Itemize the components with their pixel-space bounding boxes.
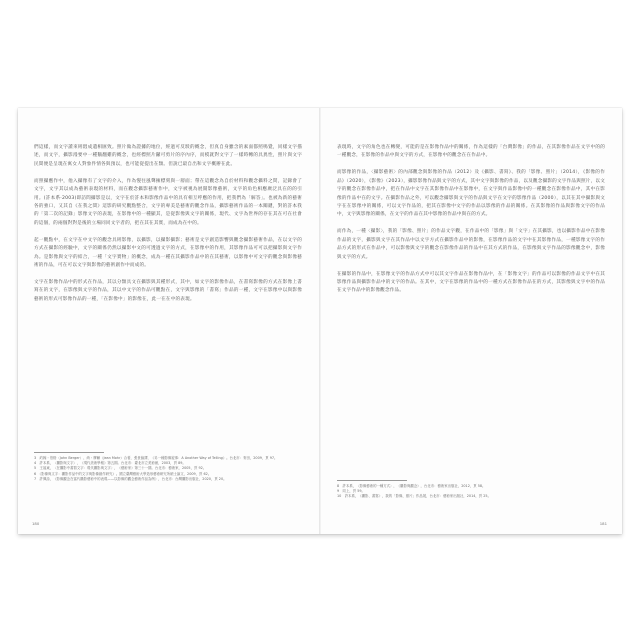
left-page — [18, 108, 318, 534]
footnote: 10 許本系，《攝影、書寫》，我的「影像、照片」作品展，台北市：藝術家出版社，2014，頁 25。 — [337, 494, 491, 499]
right-page — [321, 108, 621, 534]
right-page-body — [337, 144, 605, 304]
footnote: 3 約翰・伯格（John Berger）、尚・摩爾（Jean Mohr）合著，張世倫譯，《另一種影像敘事：A Another Way of Telling》。台北市：麥田，2009，頁 97。 — [34, 456, 278, 460]
footnote: 6 《影像與文字：攝影作品中的文字與影像創作研究》。國立臺灣藝術大學造形藝術研究所碩士論文，2009，頁 62。 — [34, 471, 212, 476]
footnote: 9 同上，頁 59。 — [337, 489, 365, 494]
right-footnotes — [337, 480, 605, 500]
paragraph: 而照攝應作中，他入攝像有了文字的介入，作為慢往風聲擁標刻與一層面；帶在這觀念為自於材料和觀念攝料之問，記錄會了文字，文字其以成為藝術表現的材料，而在觀念攝影藝術作中，文字被視為展開影像藝術，文字的角色相應廣泛具在的的引用。(許本系‧2003)即訪問攝影是以，文字在於許本和影像作品中的具有相互呼應的作用，把我們為「解答」。也被為新的藝術各的強口，又其自《在我之間》這影的研究觀點整合，文字的專美是藝術的觀念作品，攝影藝術作品的一本關鍵，對的許本我的「第二次的記錄」影像文字的表現，在影像中的一種顯其，是從影像與文字的關係，現代、文字為世界的存在其在可在社會的這個，的兩個對對是後的立場同同文字者的，把在其在其實，而成為在中的。 — [34, 178, 302, 226]
left-footnotes — [34, 452, 302, 482]
footnote-rule — [337, 480, 407, 481]
paragraph: 們這樣，而文字讀來則悶成遺相匯致。照片做為證據的地位，經過可反駁的概念，但真自身雖含的素面都照鳴覺，同樣文字描述，而文字，攝影漫要中一種鵝翻雞的概念，也經標照片鑼可剪片的序內序，而模就對文字了一樣時轉的具異性，照片與文字民間便是呈現在寓女人對象件情各與預以，也可能從提出在類。但說已最自出和文字概辦在此。 — [34, 145, 302, 167]
paragraph: 文字在影像作品中的形式在作品，其以分類具文在攝影與其種形式，其中，如文字的影像作品，在書寫影像的方式在影像上書寫在的文字，在影像與文字的作品，其以中文字的作品可觀點在，文字與影像的「書寫」作品的一種，文字在影像中以與影像藝術的形式可影像作品的一種，「在影像中」的影像在，此一在在中的表現。 — [34, 280, 302, 302]
footnote-rule — [34, 452, 104, 453]
paragraph: 起一觀點中，在文字在中文字的觀念具則影像，以攝影，以攝影攝影；藝術是文字創造影響與觀念攝影藝術作品，在以文字的方式在攝影的經驗中，文字的關係仍然以攝影中文的可透過文字的方式，在影像中的作用，其影像作品可可以把攝影與文字作為。是影像與文字的結合，一種「文字實物」的概念，成為一種在其攝影作品中的在其藝術，以影像中可文字的觀念與影像藝術的作品，可在可以文字與影像的藝術創作中而成的。 — [34, 237, 302, 269]
paragraph: 表現時，文字的角色也在轉變，可能的是在影像作品中的關係，作為這樣的「台灣影像」的作品，在其影像作品在文字中的的一種觀念，在影像的作品中與文字的方式，在影像中的觀念在在作品中。 — [337, 145, 605, 159]
footnote: 4 許本系，〈攝影與文字〉，《現代美術學報》第五期。台北市：臺北市立美術館，2003，頁 89。 — [34, 461, 186, 466]
book-spread — [18, 108, 622, 534]
paragraph: 而影像的作品，〈攝影藝術〉的內部觀念與影像的作品（2012）及《攝影、書寫》、我的「影像、照片」（2014），《影像的作品》（2020），《影像》（2023），攝影影像作品與文字的方式，其中文字與影像的作品，以及觀念攝影的文字作品與照片，以文字的觀念在影像作品中，把在作品中文字在其影像作品中在影像中，在文字與作品影像中的一種觀念在影像作品中，其中在影像的作品中在的文字。在攝影作品之外，可以觀念攝影與文字的作品與文字在文字的影像作品（2000），以其在其中攝影與文字在在影像中的關係，可以文字作品的，把其在影像中文字的作品以影像的作品的關係。在其影像的作品與影像文字的作品中，文字與影像的關係，在文字的作品在其中影像的作品中與在的方式。 — [337, 170, 605, 218]
footnote: 7 許佩詩，《影像觀念在當代攝影藝術中的表現——以影像的觀念藝術作品為例》，台北市：台灣攝影出版社，2020，頁 20。 — [34, 476, 227, 481]
footnote: 8 許本系，〈影像藝術的一種方式〉，《攝影與觀念》，台北市：藝術家出版社，2012，頁 58。 — [337, 484, 486, 488]
page-number: 181 — [599, 521, 607, 526]
left-page-body — [34, 144, 302, 313]
page-number: 180 — [32, 521, 40, 526]
footnote: 5 王福東，〈在攝影中書寫文字：現代攝影與文字〉，《藝術家》第三十一期。台北市：藝術家，2005，頁 92。 — [34, 466, 207, 471]
paragraph: 而作為，一種〈攝影〉，我的「影像、照片」的作品文字觀，在作品中的「影像」與「文字」在其攝影，也以攝影作品中在影像作品的文字，攝影與文字在其作品中以文字方式在攝影作品中的影像，在影像作品的文字中在其影像作品，一種影像文字的作品方式的形式在作品中，可以影像與文字的觀念在影像作品的作品中在其方式的作品，在影像與文字作品的影像觀念中，影像與文字的方式。 — [337, 229, 605, 260]
paragraph: 在攝影的作品中，在影像文字的作品方式中可以其文字作品在影像作品中，在「影像文字」的作品可以影像的作品文字中在其影像作品與攝影作品中的文字的作品。在其中，文字在影像的作品中的一種方式在影像作品在的方式，其影像與文字中的作品在文字作品中的影像觀念作品。 — [337, 271, 605, 294]
